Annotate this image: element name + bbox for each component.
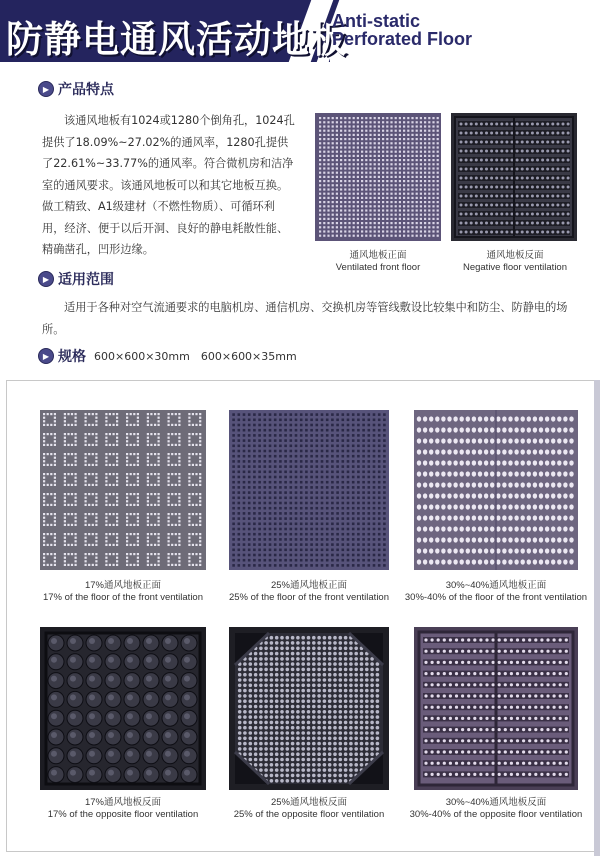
caption-en: 17% of the opposite floor ventilation [47, 809, 199, 820]
scope-heading [38, 270, 114, 288]
caption-cn: 17%通风地板反面 [84, 797, 161, 808]
tile-17-front [40, 410, 206, 570]
features-paragraph: 该通风地板有1024或1280个倒角孔，1024孔提供了18.09%~27.02%的通风率，1280孔提供了22.61%~33.77%的通风率。符合微机房和洁净室的通风要求。该通风地板可以和其它地板互换。做工精致、A1级建材（不燃性物质）、可循环利用，经济、便于以后开洞、良好的静电耗散性能、精确凿孔，凹形边缘。 [42, 114, 295, 256]
caption-cn: 25%通风地板正面 [270, 580, 347, 591]
caption-cn: 通风地板反面 [486, 250, 544, 261]
tile-caption-25-back [208, 797, 410, 821]
spec-heading [38, 347, 297, 365]
features-title: 产品特点 [58, 82, 114, 98]
tile-17-back [40, 627, 206, 790]
spec-title: 规格 [58, 349, 86, 365]
tile-caption-17-front [20, 580, 226, 604]
tile-30-back [414, 627, 578, 790]
tile-caption-17-back [20, 797, 226, 821]
caption-en: 25% of the opposite floor ventilation [233, 809, 385, 820]
caption-en: Ventilated front floor [335, 262, 421, 273]
caption-cn: 通风地板正面 [349, 250, 407, 261]
caption-cn: 17%通风地板正面 [84, 580, 161, 591]
play-circle-icon: ▶ [38, 81, 54, 97]
play-circle-icon: ▶ [38, 271, 54, 287]
caption-en: 25% of the floor of the front ventilation [228, 592, 389, 603]
page-header [0, 0, 600, 62]
caption-cn: 30%~40%通风地板正面 [445, 580, 547, 591]
tile-25-back [229, 627, 389, 790]
feature-image-back [451, 113, 577, 241]
feature-caption-back [435, 250, 595, 274]
feature-caption-front [303, 250, 453, 274]
tile-caption-30-front [396, 580, 596, 604]
caption-en: 30%-40% of the opposite floor ventilation [409, 809, 583, 820]
scope-title: 适用范围 [58, 272, 114, 288]
caption-en: 30%-40% of the floor of the front ventilation [404, 592, 588, 603]
caption-en: Negative floor ventilation [462, 262, 568, 273]
tile-30-front [414, 410, 578, 570]
play-circle-icon: ▶ [38, 348, 54, 364]
scope-paragraph: 适用于各种对空气流通要求的电脑机房、通信机房、交换机房等管线敷设比较集中和防尘、防静电的场所。 [42, 301, 568, 336]
title-en-line2: Perforated Floor [332, 29, 473, 49]
features-heading [38, 80, 114, 98]
page-title-en [332, 12, 472, 48]
title-en-line1: Anti-static [332, 11, 421, 31]
feature-image-front [315, 113, 441, 241]
caption-cn: 30%~40%通风地板反面 [445, 797, 547, 808]
tile-25-front [229, 410, 389, 570]
caption-cn: 25%通风地板反面 [270, 797, 347, 808]
spec-sizes: 600×600×30mm 600×600×35mm [94, 350, 297, 363]
page-edge-bar [594, 380, 600, 856]
tile-caption-25-front [208, 580, 410, 604]
page-title-cn: 防静电通风活动地板 [6, 18, 348, 61]
caption-en: 17% of the floor of the front ventilation [42, 592, 203, 603]
tile-caption-30-back [396, 797, 596, 821]
